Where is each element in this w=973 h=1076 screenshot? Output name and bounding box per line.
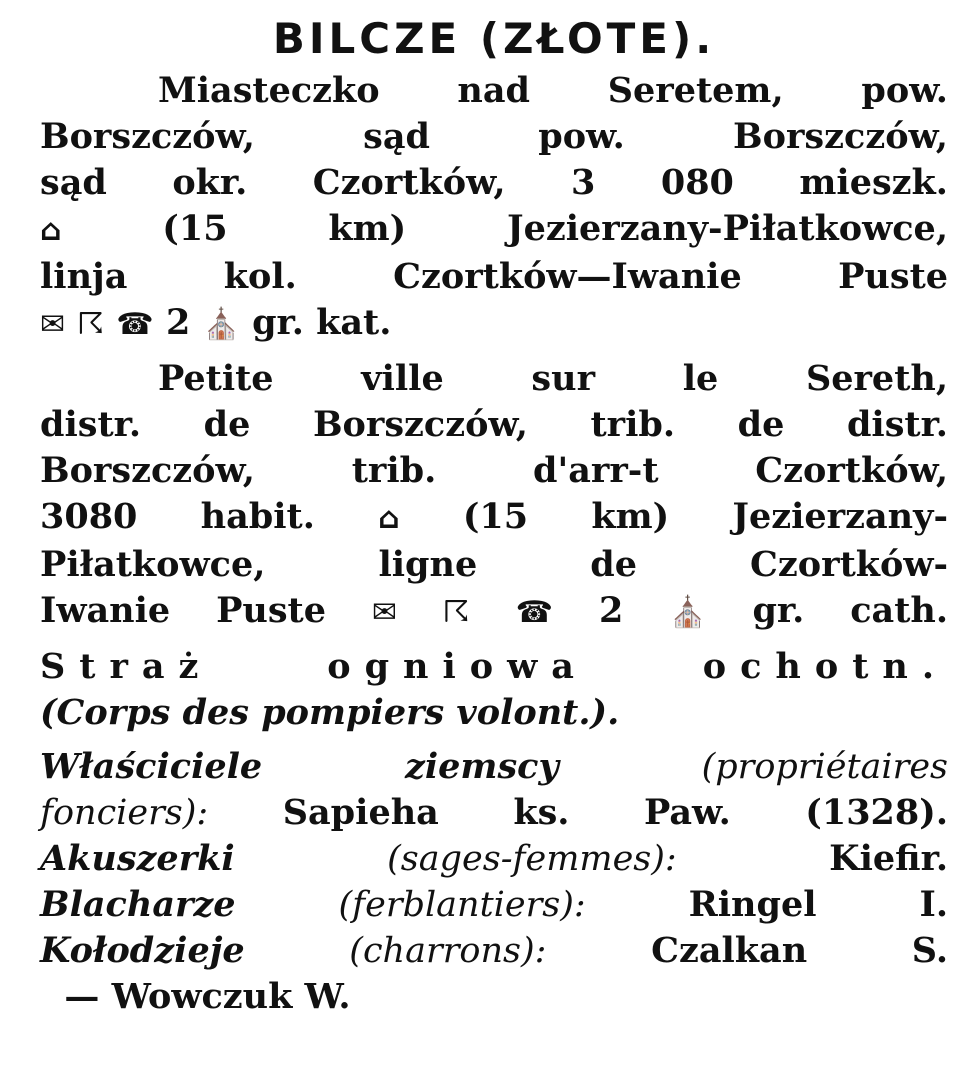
entry-heading: Kołodzieje <box>40 930 245 971</box>
text-line <box>40 588 948 636</box>
railway-station-icon: ⌂ <box>378 501 400 536</box>
text-line: distr. de Borszczów, trib. de distr. <box>40 404 948 445</box>
page-title: BILCZE (ZŁOTE). <box>272 14 716 63</box>
directory-entry <box>40 10 948 1020</box>
entry-heading: Blacharze <box>40 884 236 925</box>
entry-french: (propriétaires <box>701 747 948 787</box>
telephone-icon: ☎ <box>515 595 554 630</box>
post-office-icon: ✉ <box>40 307 66 342</box>
telegraph-icon: ☈ <box>77 307 105 342</box>
list-item <box>40 882 948 928</box>
occupations-list <box>40 744 948 1020</box>
entry-heading: Właściciele ziemscy <box>40 746 559 787</box>
text-line: Piłatkowce, ligne de Czortków- <box>40 544 948 585</box>
text-line <box>40 206 948 254</box>
text-line <box>40 494 948 542</box>
text-line: Borszczów, sąd pow. Borszczów, <box>40 116 948 157</box>
text-line: Borszczów, trib. d'arr-t Czortków, <box>40 450 948 491</box>
fire-brigade-pl: Straż ogniowa ochotn. <box>40 646 948 687</box>
text-line <box>40 300 948 348</box>
text-line: Miasteczko nad Seretem, pow. <box>158 70 948 111</box>
french-description <box>40 356 948 636</box>
list-item <box>40 974 948 1020</box>
telegraph-icon: ☈ <box>442 595 470 630</box>
list-item <box>40 790 948 836</box>
post-office-icon: ✉ <box>371 595 398 630</box>
fire-brigade-fr: (Corps des pompiers volont.). <box>40 692 620 733</box>
church-count: 2 <box>598 590 624 631</box>
text-line: linja kol. Czortków—Iwanie Puste <box>40 256 948 297</box>
text-segment: gr. kat. <box>252 302 392 343</box>
text-segment: (15 km) Jezierzany-Piłatkowce, <box>162 208 949 249</box>
polish-description <box>40 68 948 348</box>
text-segment: (15 km) Jezierzany- <box>462 496 948 537</box>
entry-french: (ferblantiers): <box>338 885 586 925</box>
entry-dash: — <box>64 976 100 1017</box>
entry-french: (charrons): <box>349 931 547 971</box>
list-item <box>40 836 948 882</box>
text-line: Petite ville sur le Sereth, <box>158 358 948 399</box>
entry-name: Kiefir. <box>829 838 948 879</box>
church-count: 2 <box>165 302 191 343</box>
entry-heading: Akuszerki <box>40 838 235 879</box>
railway-station-icon: ⌂ <box>40 213 62 248</box>
entry-name: Wowczuk W. <box>111 976 351 1017</box>
entry-french: (sages-femmes): <box>387 839 677 879</box>
entry-french: fonciers): <box>40 793 209 833</box>
text-segment: Iwanie Puste <box>40 590 326 631</box>
text-line: sąd okr. Czortków, 3 080 mieszk. <box>40 162 948 203</box>
list-item <box>40 744 948 790</box>
text-segment: 3080 habit. <box>40 496 315 537</box>
entry-name: Ringel I. <box>688 884 949 925</box>
text-segment: gr. cath. <box>752 590 949 631</box>
list-item <box>40 928 948 974</box>
entry-name: Sapieha ks. Paw. (1328). <box>282 792 948 833</box>
telephone-icon: ☎ <box>116 307 154 342</box>
fire-brigade <box>40 644 948 736</box>
church-icon: ⛪ <box>669 595 707 630</box>
entry-name: Czalkan S. <box>651 930 949 971</box>
church-icon: ⛪ <box>202 307 240 342</box>
